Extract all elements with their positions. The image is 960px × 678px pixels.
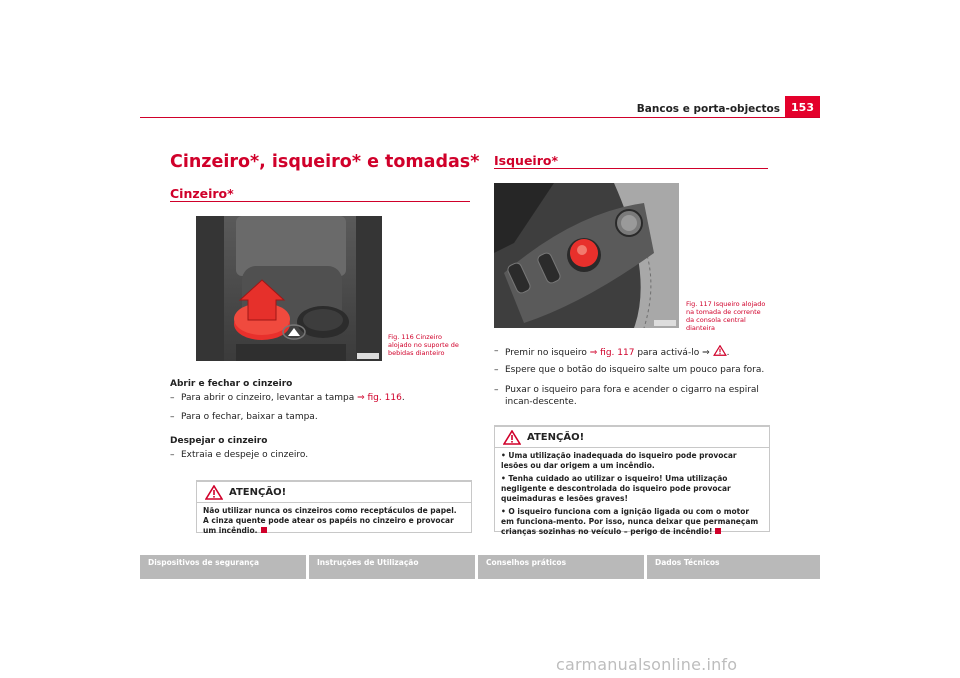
footer-tab-instructions[interactable]: Instruções de Utilização (309, 555, 475, 579)
list-text: para activá-lo (634, 348, 703, 358)
footer-tab-safety[interactable]: Dispositivos de segurança (140, 555, 306, 579)
section-heading-isqueiro: Isqueiro* (494, 153, 558, 168)
list-dash: – (494, 365, 499, 375)
bullet-icon: • (501, 507, 506, 516)
warning-text: O isqueiro funciona com a ignição ligada ou com o motor em funciona-mento. Por isso, nunca deixar que permaneçam crianças sozinhas no veículo – perigo de incêndio! (501, 507, 759, 536)
list-dash: – (494, 346, 499, 356)
warning-triangle-icon (205, 485, 223, 500)
lighter-photo (494, 183, 679, 328)
end-marker-icon (715, 528, 721, 534)
warning-triangle-icon (503, 430, 521, 445)
list-text: Puxar o isqueiro para fora e acender o cigarro na espiral incan-descente. (505, 385, 759, 407)
warning-title: ATENÇÃO! (527, 431, 585, 443)
list-text: Para abrir o cinzeiro, levantar a tampa (181, 393, 358, 403)
list-dash: – (170, 393, 175, 403)
section-rule (494, 168, 768, 169)
list-text: Extraia e despeje o cinzeiro. (181, 450, 309, 460)
list-dash: – (170, 412, 175, 422)
list-item (170, 392, 470, 404)
running-header-title: Bancos e porta-objectos (636, 103, 780, 115)
bullet-icon: • (501, 451, 506, 460)
warning-body (197, 503, 471, 540)
subheading-empty: Despejar o cinzeiro (170, 436, 268, 446)
ref-arrow: ⇒ (589, 348, 598, 358)
warning-header (197, 482, 471, 503)
page-title: Cinzeiro*, isqueiro* e tomadas* (170, 152, 480, 172)
warning-bullet (501, 474, 763, 504)
figure-ref-link[interactable]: fig. 117 (600, 348, 635, 358)
warning-box-lighter (494, 425, 770, 536)
warning-text: Uma utilização inadequada do isqueiro pode provocar lesões ou dar origem a um incêndio. (501, 451, 737, 470)
section-rule (170, 201, 470, 202)
figure-ashtray (196, 216, 382, 361)
bullet-icon: • (501, 474, 506, 483)
list-dash: – (170, 450, 175, 460)
figure-116-caption: Fig. 116 Cinzeiro alojado no suporte de bebidas dianteiro (388, 333, 459, 357)
footer-tab-tips[interactable]: Conselhos práticos (478, 555, 644, 579)
figure-117-caption: Fig. 117 Isqueiro alojado na tomada de corrente da consola central dianteira (686, 300, 766, 332)
watermark: carmanualsonline.info (556, 655, 738, 674)
list-item (170, 449, 470, 461)
ref-arrow: ⇒ (357, 393, 365, 403)
warning-body (495, 448, 769, 544)
list-item (494, 345, 768, 359)
warning-text: Tenha cuidado ao utilizar o isqueiro! Uma utilização negligente e descontrolada do isqueiro pode provocar queimaduras e lesões graves! (501, 474, 731, 503)
list-text: Premir no isqueiro (505, 348, 590, 358)
header-divider (140, 117, 820, 118)
warning-text: Não utilizar nunca os cinzeiros como receptáculos de papel. A cinza quente pode atear os papéis no cinzeiro e provocar um incêndio. (203, 506, 457, 535)
figure-ref-link[interactable]: fig. 116 (367, 393, 402, 403)
list-tail: . (726, 348, 730, 358)
footer-tab-technical-data[interactable]: Dados Técnicos (647, 555, 820, 579)
figure-lighter (494, 183, 679, 328)
list-tail: . (401, 393, 405, 403)
ref-arrow: ⇒ (702, 348, 710, 358)
section-heading-cinzeiro: Cinzeiro* (170, 186, 234, 201)
end-marker-icon (261, 527, 267, 533)
list-item (494, 384, 768, 408)
list-item (170, 411, 470, 423)
warning-bullet (501, 507, 763, 537)
warning-title: ATENÇÃO! (229, 486, 287, 498)
list-item (494, 364, 768, 376)
subheading-open-close: Abrir e fechar o cinzeiro (170, 379, 293, 389)
page-number: 153 (785, 96, 820, 118)
warning-header (495, 427, 769, 448)
list-text: Espere que o botão do isqueiro salte um pouco para fora. (505, 365, 765, 375)
list-text: Para o fechar, baixar a tampa. (181, 412, 318, 422)
warning-bullet (501, 451, 763, 471)
warning-box-ashtray (196, 480, 472, 533)
list-dash: – (494, 385, 499, 395)
ashtray-photo (196, 216, 382, 361)
warning-triangle-icon (713, 345, 727, 356)
